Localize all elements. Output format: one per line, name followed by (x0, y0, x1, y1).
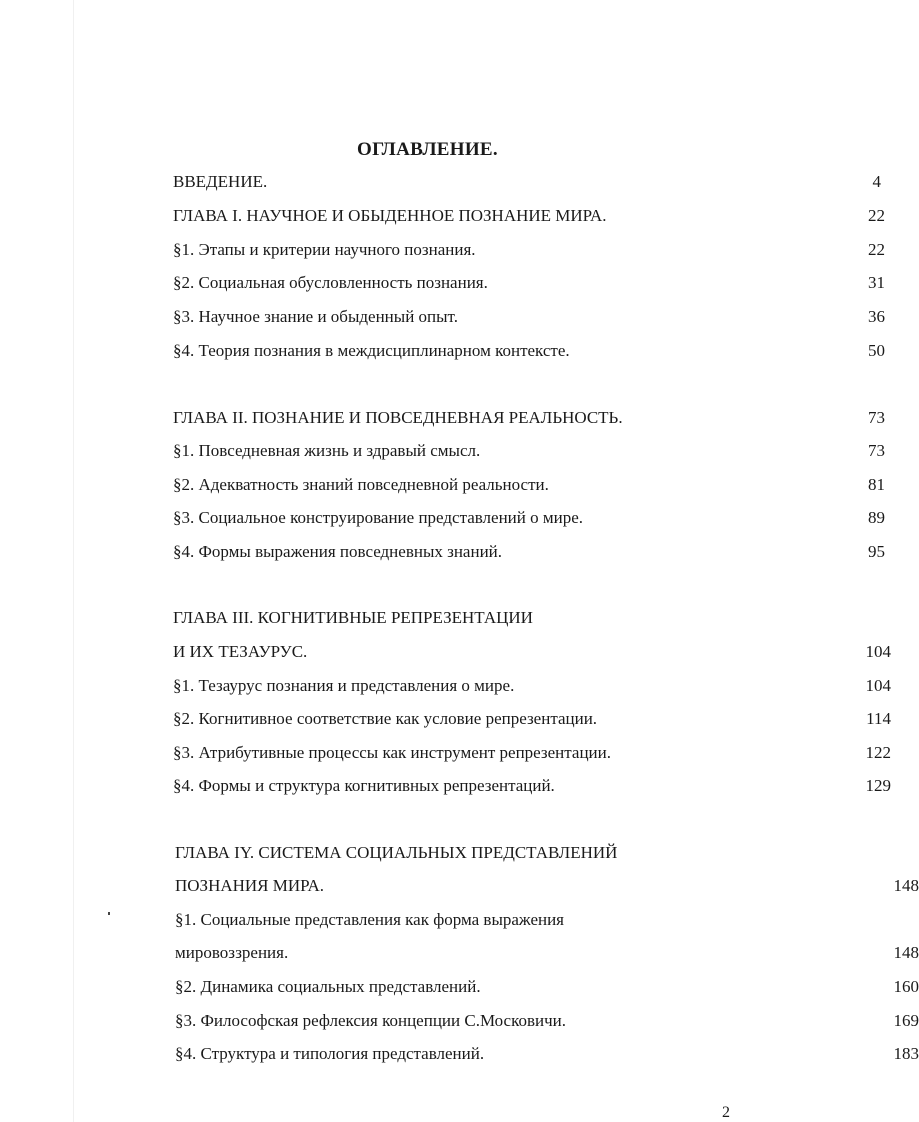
page-edge-shadow (73, 0, 74, 1122)
toc-entry-label: ГЛАВА IY. СИСТЕМА СОЦИАЛЬНЫХ ПРЕДСТАВЛЕНИЙ (175, 843, 618, 862)
toc-entry-label: ГЛАВА III. КОГНИТИВНЫЕ РЕПРЕЗЕНТАЦИИ (173, 608, 533, 627)
toc-entry-label: §3. Философская рефлексия концепции С.Московичи. (175, 1011, 567, 1030)
toc-entry-page: 73 (868, 408, 885, 427)
toc-entry-page: 73 (868, 441, 885, 460)
toc-entry-label: §1. Повседневная жизнь и здравый смысл. (173, 441, 481, 460)
toc-entry-label: §2. Когнитивное соответствие как условие репрезентации. (173, 709, 598, 728)
toc-entry-label: §3. Атрибутивные процессы как инструмент репрезентации. (173, 743, 612, 762)
toc-entry-page: 148 (893, 876, 919, 895)
toc-entry-label: §1. Этапы и критерии научного познания. (173, 240, 476, 259)
toc-entry-label: §2. Социальная обусловленность познания. (173, 273, 488, 292)
toc-entry-page: 104 (865, 676, 891, 695)
toc-entry-page: 183 (893, 1044, 919, 1063)
toc-entry-page: 4 (872, 172, 881, 191)
toc-entry-page: 31 (868, 273, 885, 292)
toc-title: ОГЛАВЛЕНИЕ. (357, 139, 498, 160)
toc-entry-page: 129 (865, 776, 891, 795)
toc-entry-page: 36 (868, 307, 885, 326)
toc-entry-page: 122 (865, 743, 891, 762)
toc-entry-page: 89 (868, 508, 885, 527)
toc-entry-label: §2. Динамика социальных представлений. (175, 977, 481, 996)
toc-entry-label: ГЛАВА I. НАУЧНОЕ И ОБЫДЕННОЕ ПОЗНАНИЕ МИРА. (173, 206, 607, 225)
toc-entry-label: §4. Структура и типология представлений. (175, 1044, 485, 1063)
toc-entry-label: §1. Тезаурус познания и представления о мире. (173, 676, 515, 695)
toc-entry-page: 104 (865, 642, 891, 661)
scan-speck (108, 912, 110, 915)
page-number: 2 (722, 1104, 730, 1121)
toc-entry-page: 114 (866, 709, 891, 728)
toc-entry-label: мировоззрения. (175, 943, 289, 962)
toc-entry-label: ПОЗНАНИЯ МИРА. (175, 876, 324, 895)
toc-entry-label: §4. Формы и структура когнитивных репрезентаций. (173, 776, 555, 795)
toc-entry-page: 22 (868, 206, 885, 225)
toc-entry-page: 81 (868, 475, 885, 494)
toc-entry-label: И ИХ ТЕЗАУРУС. (173, 642, 308, 661)
toc-entry-label: §2. Адекватность знаний повседневной реальности. (173, 475, 549, 494)
toc-entry-label: ГЛАВА II. ПОЗНАНИЕ И ПОВСЕДНЕВНАЯ РЕАЛЬНОСТЬ. (173, 408, 623, 427)
toc-entry-label: §3. Научное знание и обыденный опыт. (173, 307, 458, 326)
toc-entry-page: 50 (868, 341, 885, 360)
toc-entry-page: 160 (893, 977, 919, 996)
toc-entry-label: §4. Формы выражения повседневных знаний. (173, 542, 503, 561)
toc-entry-page: 169 (893, 1011, 919, 1030)
toc-entry-label: §3. Социальное конструирование представлений о мире. (173, 508, 584, 527)
toc-entry-page: 148 (893, 943, 919, 962)
toc-entry-page: 95 (868, 542, 885, 561)
toc-entry-label: §4. Теория познания в междисциплинарном контексте. (173, 341, 570, 360)
toc-entry-page: 22 (868, 240, 885, 259)
toc-entry-label: ВВЕДЕНИЕ. (173, 172, 268, 191)
toc-entry-label: §1. Социальные представления как форма выражения (175, 910, 564, 929)
